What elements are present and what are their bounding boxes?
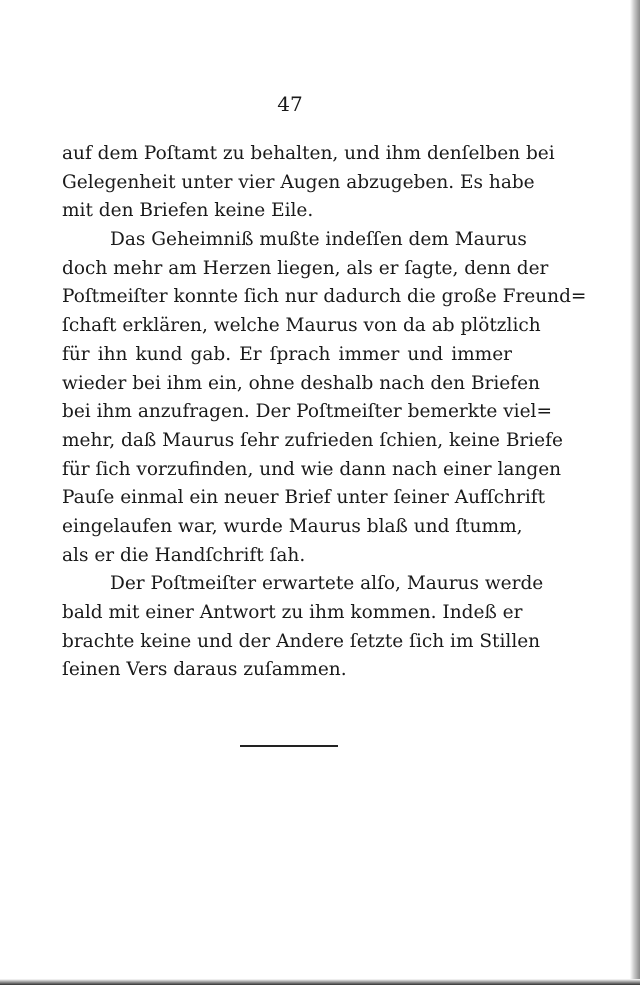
text-line: ſchaft erklären, welche Maurus von da ab plötzlich [62,315,541,337]
text-line: Der Poſtmeiſter erwartete alſo, Maurus werde [110,573,544,595]
text-line: für ſich vorzufinden, und wie dann nach einer langen [62,458,562,480]
text-line: als er die Handſchrift ſah. [62,544,306,566]
end-rule [240,745,338,747]
text-line: bald mit einer Antwort zu ihm kommen. Indeß er [62,602,523,623]
text-line: auf dem Poſtamt zu behalten, und ihm denſelben bei [62,143,555,164]
text-line: wieder bei ihm ein, ohne deshalb nach den Briefen [62,372,540,394]
text-line: bei ihm anzufragen. Der Poſtmeiſter bemerkte viel= [62,401,552,423]
text-line: eingelaufen war, wurde Maurus blaß und ſtumm, [62,515,523,537]
text-line: ſeinen Vers daraus zuſammen. [62,659,347,681]
text-line: Pauſe einmal ein neuer Brief unter ſeiner Aufſchrift [62,487,546,509]
page-bottom-edge [0,979,640,985]
text-line: mit den Briefen keine Eile. [62,200,314,222]
text-line: Poſtmeiſter konnte ſich nur dadurch die große Freund= [62,286,587,308]
page-number: 47 [277,92,303,116]
text-line: doch mehr am Herzen liegen, als er ſagte, denn der [62,257,549,279]
text-line: für ihn kund gab. Er ſprach immer und immer [62,343,512,365]
text-line: mehr, daß Maurus ſehr zufrieden ſchien, keine Briefe [62,429,563,451]
text-line: Gelegenheit unter vier Augen abzugeben. Es habe [62,171,535,193]
page-edge-shadow [630,0,640,985]
text-line: Das Geheimniß mußte indeſſen dem Maurus [110,229,527,251]
body-text [62,140,587,685]
text-line: brachte keine und der Andere ſetzte ſich im Stillen [62,630,541,652]
